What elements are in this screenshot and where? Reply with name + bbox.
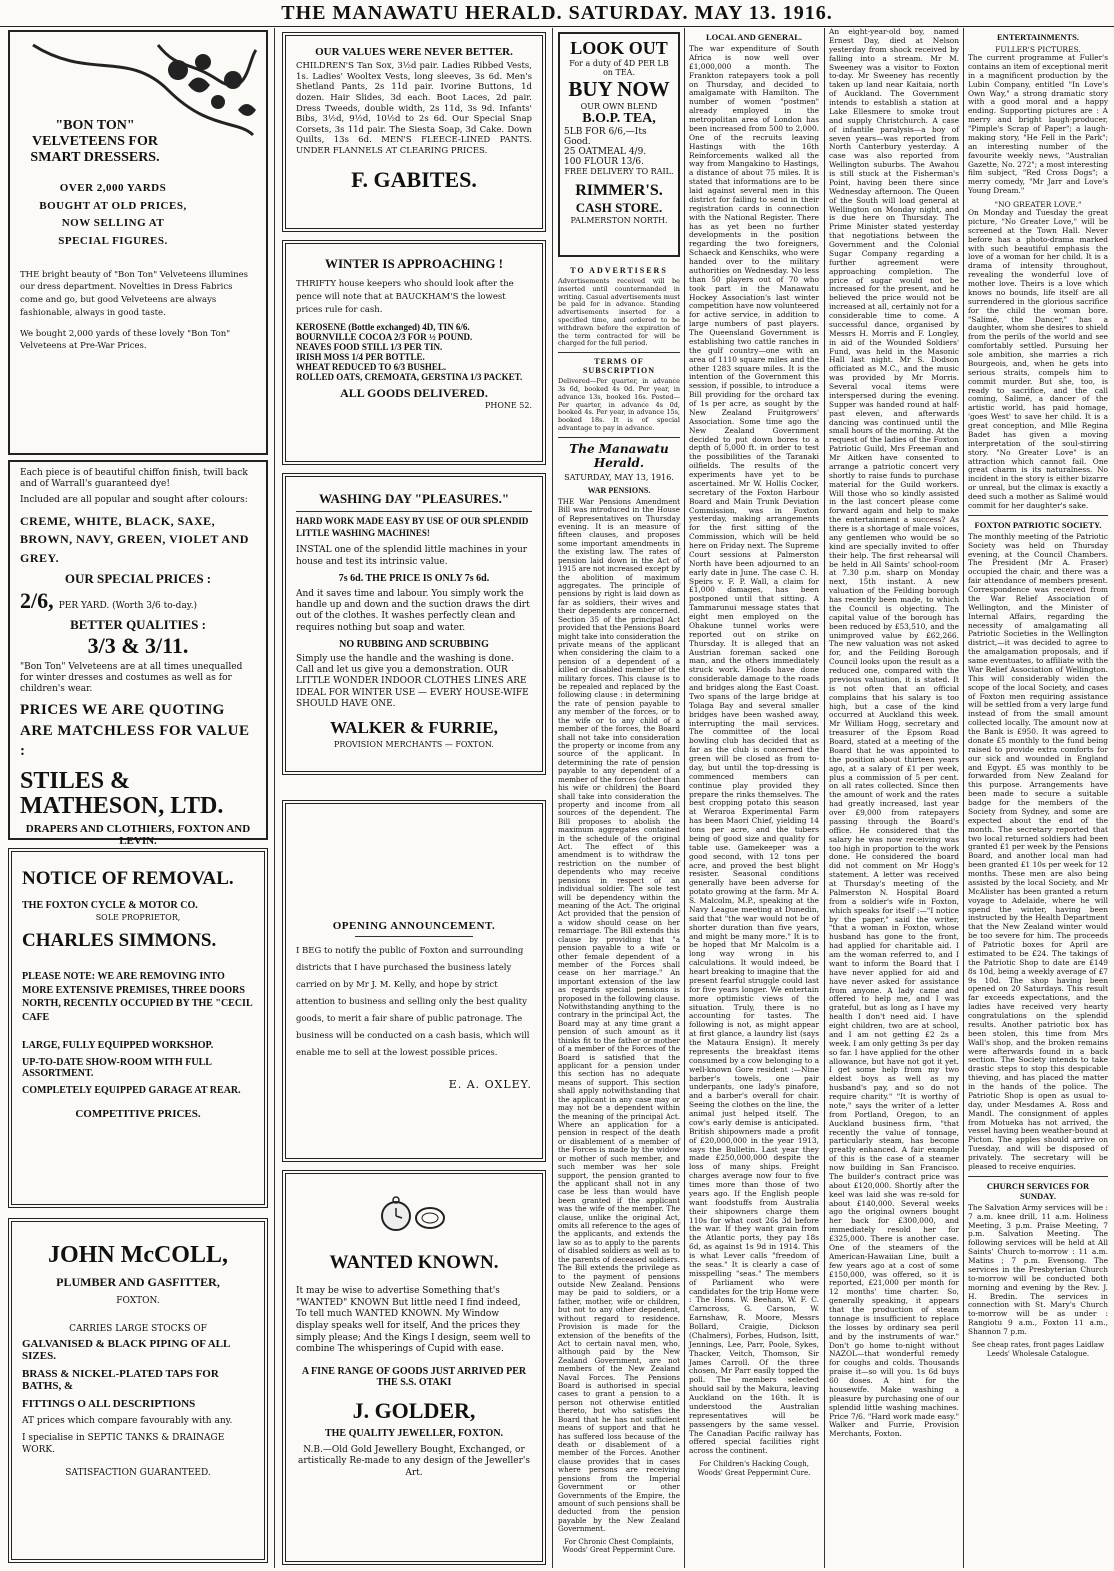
- stiles-special-label: OUR SPECIAL PRICES :: [64, 570, 212, 586]
- stiles-price-1-note: PER YARD. (Worth 3/6 to-day.): [58, 600, 198, 611]
- vine-ornament-icon: [28, 40, 258, 140]
- war-pensions-head: WAR PENSIONS.: [587, 485, 651, 495]
- winter-line-4: IRISH MOSS 1/4 PER BOTTLE.: [296, 352, 425, 363]
- washing-subtitle: HARD WORK MADE EASY BY USE OF OUR SPLENDID LITTLE WASHING MACHINES!: [296, 516, 529, 538]
- entertainments-head: ENTERTAINMENTS.: [997, 32, 1079, 42]
- stiles-price-2: 3/3 & 3/11.: [87, 632, 189, 658]
- removal-line-3: COMPLETELY EQUIPPED GARAGE AT REAR.: [22, 1085, 241, 1096]
- gabites-advert: [282, 32, 546, 232]
- advertisers-body: Advertisements received will be inserted until countermanded in writing. Casual advertisements must be paid for in advance. Standing advertisements inserted for a specified time, and ordered to be withdrawn before the expiration of the term contracted for will be charged for the full period.: [558, 277, 680, 348]
- advertisers-title: TO ADVERTISERS: [570, 266, 668, 275]
- stiles-quoting: PRICES WE ARE QUOTING ARE MATCHLESS FOR VALUE :: [20, 702, 250, 759]
- mccoll-line-7: SATISFACTION GUARANTEED.: [65, 1467, 211, 1478]
- rimmer-look-out: LOOK OUT: [570, 38, 668, 58]
- stiles-intro: Each piece is of beautiful chiffon finish, twill back and of Warrall's guaranteed dye!: [20, 468, 248, 490]
- bon-ton-advert: [8, 30, 268, 455]
- opening-sign: E. A. OXLEY.: [448, 1078, 532, 1091]
- col6-footer: See cheap rates, front pages Laidlaw Leeds' Wholesale Catalogue.: [971, 1340, 1104, 1358]
- gabites-body: CHILDREN'S Tan Sox, 3½d pair. Ladies Ribbed Vests, 1s. Ladies' Wooltex Vests, long sleeves, 3s 6d. Men's Shetland Pants, 2s 11d pair. Ivorine Buttons, 1d dozen. Hair Slides, 3d each. Boot Laces, 2d pair. Dress Tweeds, double width, 2s 11d, 3s 9d. Infants' Bibs, 3½d, 9½d, 10½d to 2s 6d. Our Special Snap Corsets, 3s 11d pair. The Siesta Soap, 3d Cake. Down Quilts, 13s 6d. MEN'S FLEECE-LINED PANTS. UNDER FLANNELS AT CLEARING PRICES.: [296, 61, 532, 156]
- rimmer-line-1: 5LB FOR 6/6,—Its Good.: [564, 127, 647, 147]
- mccoll-line-3: BRASS & NICKEL-PLATED TAPS FOR BATHS, &: [22, 1368, 219, 1392]
- rimmer-advert: [558, 32, 680, 257]
- john-mccoll-advert: [8, 1218, 268, 1563]
- divider: [558, 352, 680, 353]
- rimmer-free: FREE DELIVERY TO RAIL.: [564, 167, 674, 176]
- washing-body-1: INSTAL one of the splendid little machines in your house and test its intrinsic value.: [296, 545, 528, 567]
- patriotic-head: FOXTON PATRIOTIC SOCIETY.: [974, 519, 1102, 530]
- masthead: THE MANAWATU HERALD. SATURDAY. MAY 13. 1916.: [0, 0, 1114, 27]
- rimmer-town: PALMERSTON NORTH.: [570, 216, 668, 225]
- local-general-head: LOCAL AND GENERAL.: [705, 32, 803, 42]
- divider: [968, 515, 1108, 516]
- opening-title: OPENING ANNOUNCEMENT.: [332, 920, 496, 932]
- rimmer-duty: For a duty of 4D PER LB on TEA.: [569, 59, 669, 77]
- washing-no-rub: NO RUBBING AND SCRUBBING: [339, 638, 489, 650]
- church-head: CHURCH SERVICES FOR SUNDAY.: [986, 1180, 1090, 1201]
- winter-line-3: NEAVES FOOD STILL 1/3 PER TIN.: [296, 342, 443, 353]
- winter-title: WINTER IS APPROACHING !: [324, 256, 504, 271]
- bon-ton-body-2: We bought 2,000 yards of these lovely "Bon Ton" Velveteens at Pre-War Prices.: [20, 328, 231, 352]
- bon-ton-body: THE bright beauty of "Bon Ton" Velveteens illumines our dress department. Novelties in Dress Fabrics come and go, but good Velveteens are always fashionable, always in good taste.: [20, 269, 249, 318]
- news-column: [829, 28, 959, 1566]
- winter-line-2: BOURNVILLE COCOA 2/3 FOR ½ POUND.: [296, 332, 473, 343]
- golder-advert: [282, 1170, 546, 1565]
- rimmer-own: OUR OWN BLEND: [580, 102, 658, 111]
- washing-price: 7s 6d. THE PRICE IS ONLY 7s 6d.: [338, 572, 490, 584]
- local-general-column: [689, 28, 819, 1566]
- mccoll-line-4: FITTINGS O ALL DESCRIPTIONS: [22, 1398, 196, 1410]
- stiles-colours: CREME, WHITE, BLACK, SAXE, BROWN, NAVY, GREEN, VIOLET AND GREY.: [20, 513, 249, 565]
- golder-goods: A FINE RANGE OF GOODS JUST ARRIVED PER THE S.S. OTAKI: [301, 1366, 527, 1389]
- washing-trade: PROVISION MERCHANTS — FOXTON.: [334, 740, 494, 750]
- column-rule: [274, 28, 275, 1568]
- rimmer-line-3: 100 FLOUR 13/6.: [564, 157, 644, 167]
- subscription-title: TERMS OF SUBSCRIPTION: [582, 357, 655, 376]
- winter-line-1: KEROSENE (Bottle exchanged) 4D, TIN 6/6.: [296, 322, 470, 333]
- golder-title: WANTED KNOWN.: [329, 1252, 499, 1273]
- stiles-matheson-advert: [8, 460, 268, 848]
- rimmer-line-2: 25 OATMEAL 4/9.: [564, 147, 647, 157]
- no-greater-love-head: "NO GREATER LOVE.": [994, 200, 1082, 209]
- golder-verse: It may be wise to advertise Something that's "WANTED" KNOWN But little need I find indeed, To tell much WANTED KNOWN. My Window display speaks well for itself, And the prices they simply please; And the Kings I design, seem well to combine The whisperings of Cupid with ease.: [296, 1286, 531, 1355]
- divider: [968, 1176, 1108, 1177]
- removal-proprietor: CHARLES SIMMONS.: [22, 930, 217, 951]
- patriotic-body: The monthly meeting of the Patriotic Society was held on Thursday evening, at the Council Chambers. The President (Mr A. Fraser) occupied the chair, and there was a fair attendance of members present. Correspondence was received from the War Relief Association of Wellington, and the Minister of Internal Affairs, regarding the necessity of amalgamating all Patriotic Societies in the Wellington district,—it was decided to agree to the amalgamation proposals, and if same eventuates, to affiliate with the War Relief Association of Wellington. This will considerably widen the scope of the local Society, and cases of Foxton men requiring assistance will be settled from a very large fund instead of from the small amount collected locally. The amount now at the Bank is £950. It was agreed to donate £5 monthly to the fund being raised to provide extra comforts for our sick and wounded in England and Egypt. £5 was monthly to be forwarded from New Zealand for this purpose. Arrangements have been made to secure a suitable badge for the members of the Society from Sydney, and some are expected about the end of the month. The secretary reported that two local returned soldiers had been granted £1 per week by the Pensions Board, and another local man had been granted £1 10s per week for 12 months. These men are also being assisted by the local Society, and Mr McAlister has been granted a return voyage to Adelaide, where he will spend the winter, having been instructed by the Health Department that the New Zealand winter would be too severe for him. The proceeds of Patriotic boxes for April are estimated to be £24. The takings of the Patriotic Shop to date are £149 8s 10d, being a weekly average of £7 9s 10d. The shop having been opened on 20 Saturdays. This result far exceeds expectations, and the ladies have received very hearty congratulations on the splendid results. Another patriotic box has been stolen, this time from Mrs Wall's shop, and the broken remains were afterwards found in a back section. The Society intends to take drastic steps to stop this despicable thieving, and has placed the matter in the hands of the police. The Patriotic Shop is open as usual to-day, under Mesdames A. Ross and Mandl. The consignment of apples from Motueka has not arrived, the vessel having been weather-bound at Picton. The apples should arrive on Tuesday, and will be disposed of privately. The secretary will be pleased to receive enquiries.: [968, 531, 1108, 1171]
- washing-body-2: And it saves time and labour. You simply work the handle up and down and the suction draws the dirt out of the clothes. It washes perfectly clean and requires nothing but soap and water.: [296, 588, 530, 633]
- rimmer-tea: B.O.P. TEA,: [582, 111, 656, 126]
- stiles-note: "Bon Ton" Velveteens are at all times unequalled for winter dresses and costumes as well as for children's wear.: [20, 661, 243, 695]
- mccoll-name: JOHN McCOLL,: [48, 1242, 228, 1268]
- fullers-head: FULLER'S PICTURES.: [995, 45, 1081, 54]
- golder-trade: THE QUALITY JEWELLER, FOXTON.: [324, 1428, 504, 1440]
- entertainments-column: [968, 28, 1108, 1566]
- mccoll-town: FOXTON.: [116, 1296, 160, 1306]
- war-pensions-body: THE War Pensions Amendment Bill was introduced in the House of Representatives on Thursday evening. It is an measure of fifteen clauses, and proposes some important amendments in the existing law. The rates of pension laid down in the Act of 1915 are not increased except by the abolition of maximum aggregates. The principle of pensions by right is laid down as far as soldiers, their wives and their dependents are concerned. Section 35 of the principal Act provided that the Pensions Board might take into consideration the private means of the applicant when considering the claim to a pension of a dependent of a killed or disabled member of the military forces. This clause is to be repealed and replaced by the following clause : in determining the rate of pension payable to any member of the forces, or to the wife or to any child of a member of the forces, the Board shall not take into consideration the property or income from any source of the applicant. In determining the rate of pension payable to any dependent of a member of the forces (other than his wife or children) the Board shall take into consideration the property and income from all sources of the dependent. The Bill proposes to abolish the maximum aggregates contained in the schedule of the original Act. The effect of this amendment is to withdraw the restriction on the number of dependents who may receive pensions in respect of an individual soldier. The sole test will be dependency within the meaning of the Act. The original Act provided that the pension of a widow should cease on her remarriage. The Bill extends this clause by providing that "a pension payable to a wife or other female dependent of a member of the Forces shall cease on her marriage." An important extension of the law as regards special pensions is proposed in the following clause. Notwithstanding anything to the contrary in the principal Act, the Board may at any time grant a pension of such amount as it thinks fit to the father or mother of a member of the Forces of the Board is satisfied that the applicant for a pension under this section has no adequate means of support. This section shall apply notwithstanding that the applicant in any case may or may not be a dependent within the meaning of the principal Act. Where an application for a pension in respect of the death or disablement of a member of the Forces is made by the widow or mother of such member, and such member was her sole support, the pension granted to the applicant shall not in any case be less than would have been granted if the applicant was the wife of the member. The clause, unlike the original Act, omits all reference to the ages of the applicants, and extends the law so as to apply to the parents of disabled soldiers as well as to the parents of deceased soldiers. The Bill extends the privilege as to the payment of pensions outside New Zealand. Pensions may be paid to soldiers, or a father, mother, wife or children, but not to any other dependent, without regard to residence. Provision is made for the extension of the benefits of the Act to certain naval men, who, although paid by the New Zealand Government, are not members of the New Zealand Naval Forces. The Pensions Board is authorised in special cases to grant a pension to a person not otherwise entitled thereto, but who satisfies the Board that he has not sufficient means of support and that he has suffered loss because of the death or disablement of a member of the Forces. Another clause provides that in cases where persons are receiving pensions from the Imperial Government or other Governments of the Empire, the amount of such pensions shall be deducted from the pension payable by the New Zealand Government.: [558, 496, 680, 1534]
- mccoll-line-1: CARRIES LARGE STOCKS OF: [69, 1324, 207, 1334]
- winter-body: THRIFTY house keepers who should look after the pence will note that at BAUCKHAM'S the lowest prices rule for cash.: [296, 279, 514, 315]
- oxley-advert: [282, 800, 546, 1162]
- gabites-title: OUR VALUES WERE NEVER BETTER.: [315, 46, 513, 58]
- walker-furrie-advert: [282, 473, 546, 775]
- church-body: The Salvation Army services will be : 7 a.m. knee drill, 11 a.m. Holiness Meeting, 3 p.m. Praise Meeting, 7 p.m. Salvation Meeting. The following services will be held at All Saints' Church to-morrow : 11 a.m. Matins ; 7 p.m. Evensong. The services in the Presbyterian Church to-morrow will be conducted both morning and evening by the Rev. J. H. Bredin. The services in connection with St. Mary's Church to-morrow will be as under : Rangiotu 9 a.m., Foxton 11 a.m., Shannon 7 p.m.: [968, 1202, 1108, 1336]
- col3-footer: For Chronic Chest Complaints, Woods' Great Peppermint Cure.: [562, 1537, 676, 1555]
- news-body: An eight-year-old boy, named Ernest Day, died at Nelson yesterday from shock received by falling into a stream. Mr M. Sweeney was a visitor to Foxton to-day. Mr Sweeney has recently taken up land near Kaitaia, north of Auckland. The Government intends to establish a station at Lake Ellesmere to smoke trout and supply Christchurch. A case of infantile paralysis—a boy of seven years—was reported from North Canterbury yesterday. A case was also reported from Wellington suburbs. The Awahou is still stuck at the Fisherman's Point, having been there since Wednesday afternoon. The Queen of the South will load general at Wellington on Monday night, and is due here on Thursday. The Prime Minister stated yesterday that negotiations between the Government and the Colonial Sugar Company regarding a further agreement were approaching completion. The price of sugar would not be increased for the present, and he believed the price would not be increased at all, certainly not for a considerable time to come. A successful dance, organised by Messrs H. Morris and F. Longley, in aid of the Wounded Soldiers' Fund, was held in the Masonic Hall last night. Mr S. Dodson officiated as M.C., and the music was provided by Mr Morris. Several vocal items were interspersed during the evening. Supper was handed round at half-past eleven, and afterwards dancing was continued until the small hours of the morning. At the request of the ladies of the Foxton Patriotic Guild, Mrs Freeman and Mr Aitken have consented to arrange a patriotic concert very shortly to raise funds to purchase material for the Guild workers. Will those who so kindly assisted in the last concert please come forward again and help to make the entertainment a success? As there is a shortage of male voices, any gentlemen who would be so kind are specially invited to offer their help. The first rehearsal will be held in All Saints' school-room at 7.30 p.m. sharp on Monday next, 15th instant. A new valuation of the Feilding borough has recently been made, to which the Council is objecting. The capital value of the borough has been reduced by £53,510, and the unimproved value by £62,266. The new valuation was not asked for, and the Feilding Borough Council looks upon the result as a reduced one, compared with the previous valuation, it is stated. It is not often that an official complains that his salary is too high, but a case of the kind occurred at Auckland this week. Mr William Hogg, secretary and treasurer of the Epsom Road Board, stated at a meeting of the Board that he was appointed to the position about thirteen years ago, at a salary of £1 per week, plus a commission of 5 per cent. on all rates collected. Since then the amount of work and the rates had greatly increased, last year over £9,000 from ratepayers passing through the Board's office. He considered that the salary he was now receiving was too high in proportion to the work done. He considered the board did not comment on Mr Hogg's statement. A letter was received at Thursday's meeting of the Palmerston N. Hospital Board from a soldier's wife in Foxton, which speaks for itself :—"I notice by the paper," said the writer, "that a woman in Foxton, whose husband has gone to the front, had applied for charitable aid. I am the woman referred to, and I want to inform the Board that I have never applied for aid and have never asked for assistance from anyone. A lady came and offered to help me, and I was grateful, but as long as I have my health I don't need aid. I have eight children, two are at school, and I am not getting £2 2s a week. I am only getting 3s per day so far. I have applied for the other allowance, but have not got it yet. I get some help from my two eldest boys as well as my husband's pay, and so do not require charity." "It is worthy of note," says the writer of a letter from Portland, Oregon, to an Auckland business firm, "that recently the value of tonnage, particularly steam, has become greatly enhanced. A fair example of this is the case of a steamer now building in San Francisco. The builder's contract price was about £120,000. Shortly after the keel was laid she was re-sold for about £140,000. Several weeks ago the original owners bought her back for £300,000, and immediately resold her for £325,000. There is another case. One of the steamers of the American-Hawaiian Line, built a few years ago at a cost of some £150,000, was offered, so it is reported, £21,000 per month for 12 months' time charter. So, generally speaking, it appears that the production of steam tonnage is insufficient to replace the losses by ordinary sea peril and by the instruments of war." Don't go home to-night without NAZOL—that wonderful remedy for coughs and colds. Thousands praise it—so will you. 1s 6d buys 60 doses. A hint for the housewife. Make washing a pleasure by purchasing one of our splendid little washing machines. Price 7/6. "Hard work made easy." Walker and Furrie, Provision Merchants, Foxton.: [829, 27, 959, 1439]
- subscription-body: Delivered—Per quarter, in advance 3s 6d, booked 4s 0d. Per year, in advance 13s, booked 16s. Posted—Per quarter, in advance 4s 0d, booked 4s. Per year, in advance 15s, booked 18s. It is of special advantage to pay in advance.: [558, 377, 680, 432]
- winter-line-6: ROLLED OATS, CREMOATA, GERSTINA 1/3 PACKET.: [296, 372, 523, 383]
- rimmer-store: CASH STORE.: [575, 200, 663, 215]
- removal-title: NOTICE OF REMOVAL.: [22, 868, 234, 889]
- removal-company: THE FOXTON CYCLE & MOTOR CO.: [22, 900, 198, 911]
- washing-firm: WALKER & FURRIE,: [330, 718, 498, 738]
- mccoll-line-6: I specialise in SEPTIC TANKS & DRAINAGE WORK.: [22, 1433, 225, 1455]
- golder-name: J. GOLDER,: [352, 1398, 476, 1424]
- mccoll-trade: PLUMBER AND GASFITTER,: [56, 1275, 220, 1289]
- divider: [296, 511, 532, 512]
- stiles-colours-intro: Included are all popular and sought after colours:: [20, 494, 248, 505]
- mccoll-line-2: GALVANISED & BLACK PIPING OF ALL SIZES.: [22, 1338, 230, 1362]
- bauckham-advert: [282, 240, 546, 465]
- gabites-name: F. GABITES.: [351, 166, 477, 192]
- column-rule: [963, 28, 964, 1568]
- removal-proprietor-label: SOLE PROPRIETOR,: [95, 913, 181, 922]
- stiles-better-label: BETTER QUALITIES :: [70, 616, 206, 632]
- removal-line-4: COMPETITIVE PRICES.: [75, 1108, 201, 1120]
- winter-footer: ALL GOODS DELIVERED.: [340, 386, 488, 401]
- col4-footer: For Children's Hacking Cough, Woods' Great Peppermint Cure.: [697, 1460, 811, 1477]
- editorial-column: [558, 262, 680, 1567]
- divider: [558, 437, 680, 438]
- notice-of-removal-advert: [8, 848, 268, 1208]
- bon-ton-offer: OVER 2,000 YARDS BOUGHT AT OLD PRICES, NOW SELLING AT SPECIAL FIGURES.: [39, 182, 187, 248]
- removal-line-1: LARGE, FULLY EQUIPPED WORKSHOP.: [22, 1040, 214, 1051]
- washing-body-3: Simply use the handle and the washing is done. Call and let us give you a demonstration. OUR LITTLE WONDER INDOOR CLOTHES LINES ARE IDEAL FOR WINTER USE — EVERY HOUSE-WIFE SHOULD HAVE ONE.: [296, 653, 529, 709]
- stiles-firm-name: STILES & MATHESON, LTD.: [20, 768, 224, 820]
- stiles-price-1: 2/6,: [20, 587, 54, 613]
- removal-line-2: UP-TO-DATE SHOW-ROOM WITH FULL ASSORTMENT.: [22, 1057, 212, 1079]
- divider: [355, 936, 473, 937]
- winter-phone: PHONE 52.: [484, 401, 532, 411]
- rimmer-buy-now: BUY NOW: [568, 77, 670, 101]
- no-greater-love-body: On Monday and Tuesday the great picture, "No Greater Love," will be screened at the Town Hall. Never before has a photo-drama marked with such beautiful emphasis the love of a woman for her child. It is a drama of intensity throughout, revealing the wonderful love of mother love. Theirs is a love which knows no bounds, life itself are all surrendered in the glorious sacrifice for the child the woman bore. "Salimé, the Dancer," has a daughter, whom she desires to shield from the perils of the world and see comfortably settled. Pursuing her sole ambition, she marries a rich Bourgeois, and, when he gets into serious straits, compels him to commit murder. But she, too, is ready to sacrifice, and the call coming, Salimé, a dancer of the artistic world, has paid homage, 'goes West' to save her child. It is a great conception, and Mlle Regina Badet has given a moving interpretation of the soul-stirring story. "No Greater Love" is an attraction which cannot fail. One great charm is its naturalness. No incident in the story is either bizarre or unreal, but the climax is exactly a deed such a mother as Salimé would commit for her daughter's sake.: [968, 208, 1108, 510]
- paper-name: The Manawatu Herald.: [569, 441, 669, 470]
- rimmer-name: RIMMER'S.: [575, 182, 663, 199]
- fullers-body: The current programme at Fuller's contains an item of exceptional merit in a magnificent production by the Lubin Company, entitled "In Love's Own Way," a strong dramatic story with a good moral and a happy ending. Supporting pictures are : A merry and bright laugh-producer, "Pimple's Scrap of Paper"; a laugh-making story, "He Fell in the Park"; an interesting number of the favourite weekly news, "Australian Gazette, No. 272"; a most interesting film subject, "Red Cross Dogs"; a merry comedy, "Mr Jarr and Love's Young Dream.": [968, 53, 1108, 196]
- column-rule: [552, 28, 553, 1568]
- bon-ton-title: "BON TON" VELVETEENS FOR SMART DRESSERS.: [30, 118, 160, 166]
- washing-title: WASHING DAY "PLEASURES.": [318, 491, 510, 506]
- column-rule: [684, 28, 685, 1568]
- column-rule: [824, 28, 825, 1568]
- removal-note: PLEASE NOTE: WE ARE REMOVING INTO MORE EXTENSIVE PREMISES, THREE DOORS NORTH, RECENTLY OCCUPIED BY THE "CECIL CAFE: [22, 971, 253, 1023]
- local-general-body: The war expenditure of South Africa is now well over £1,000,000 a month. The Frankton ratepayers took a poll on Thursday, and decided to amalgamate with Hamilton. The number of women "postmen" already employed in the metropolitan area of London has been increased from 500 to 2,000. One of the recruits leaving Hastings with the 16th Reinforcements walked all the way from Mangakino to Hastings, a distance of about 75 miles. It is stated that informations are to be laid against several men in this district for failing to send in their registration cards in connection with the National Register. There has as yet been no further developments in the position regarding the two foreigners, Schaeck and Kenschiks, who were handed over to the military authorities on Wednesday. No less than 50 players out of 70 who took part in the Manawatu Hockey Association's last winter competition have now volunteered for active service, in addition to large numbers of past players. The Queensland Government is establishing two cattle ranches in the gulf country—one with an area of 1110 square miles and the other 1283 square miles. It is the intention of the Government this session, if possible, to introduce a Bill providing for the orchard tax of 1s per acre, as sought by the New Zealand Fruitgrowers' Association. Some time ago the New Zealand Government decided to put down bores to a depth of 5,000 ft. in order to test the possibilities of the Taranaki oilfields. The results of the experiments have yet to be ascertained. Mr W. Hollis Cocker, secretary of the Foxton Harbour Board and Main Trunk Deviation Commission, was in Foxton yesterday, making arrangements for the first sitting of the Commission, which will be held here on Friday next. The Supreme Court sessions at Palmerston North have been adjourned to an early date in June. The case C. H. Speirs v. F. P. Wall, a claim for £1,000 damages, has been postponed until that sitting. A Tammarunui message states that eight men employed on the Ohakune tunnel works were reported out on strike on Thursday. It is alleged that an Austrian foreman sacked one man, and the others immediately struck work. Floods have done considerable damage to the roads and bridges along the East Coast. Two spans of the large bridge at Tolaga Bay and several smaller bridges have been washed away, interrupting the mail services. The committee of the local bowling club has decided that as far as the club is concerned the green will be closed as from to-day, but until the top-dressing is commenced members can continue play provided they prepare the rinks themselves. The best cropping potato this season at Weraroa Experimental Farm has been Maori Chief, yielding 14 tons per acre, and the tubers being of good size and quality for table use. Gamekeeper was a good second, with 12 tons per acre, and proved the best blight resister. Seasonal conditions generally have been adverse for potato growing at the farm. Mr A. S. Malcolm, M.P., speaking at the Navy League meeting at Dunedin, said that "the war would not be of shorter duration than five years, and might be many more." It is to be hoped that Mr Malcolm is a long way wrong in his calculations. It would indeed, be heart breaking to imagine that the present fearful struggle could last for five years longer. We entertain more optimistic views of the situation. Truly, there is no accounting for tastes. The following is not, as might appear at first glance, a laundry list (says the Mataura Ensign). It merely represents the breakfast items consumed by a cow belonging to a well-known Gore resident :—Nine barber's towels, one pair underpants, one lady's pinafore, and a barber's overall for chair. Seeing the clothes on the line, the animal just helped itself. The cow's early demise is anticipated. British shipowners made a profit of £20,000,000 in the year 1913, says the Bulletin. Last year they made £250,000,000 despite the loss of many ships. Freight charges average now four to five times more than those of two years ago. If the English people want foodstuffs from Australia their shipowners charge them 110s for what cost 26s 3d before the war. If they want grain from the Atlantic ports, they pay 18s 6d, as against 1s 9d in 1914. This is what Lever calls "freedom of the seas." It is clearly a case of misspelling "seas." The members of Parliament who were candidates for the trip Home were : The Hons. W. Beehan, W. F. C. Carncross, G. Carson, W. Earnshaw, R. Moore, Messrs Bollard, Craigie, Dickson (Chalmers), Forbes, Hudson, Isitt, Jennings, Lee, Parr, Poole, Sykes, Thacker, Veitch, Thomson, Sir James Carroll. Of the three chosen, Mr Parr easily topped the poll. The members selected should sail by the Makura, leaving Auckland on the 16th. It is understood the Australian representatives will be passengers by the same vessel. The Canadian Pacific railway has offered special facilities right across the continent.: [689, 44, 819, 1456]
- opening-body: I BEG to notify the public of Foxton and surrounding districts that I have purchased the business lately carried on by Mr J. M. Kelly, and hope by strict attention to business and selling only the best quality goods, to merit a fair share of public patronage. The business will be conducted on a cash basis, which will enable me to sell at the lowest possible prices.: [296, 946, 530, 1058]
- stiles-trade: DRAPERS AND CLOTHIERS, FOXTON AND LEVIN.: [25, 823, 251, 848]
- winter-line-5: WHEAT REDUCED TO 6/3 BUSHEL.: [296, 362, 447, 373]
- paper-date: SATURDAY, MAY 13, 1916.: [564, 472, 674, 482]
- mccoll-line-5: AT prices which compare favourably with any.: [22, 1416, 233, 1426]
- jewellery-watch-icon: [374, 1188, 454, 1238]
- golder-note: N.B.—Old Gold Jewellery Bought, Exchanged, or artistically Re-made to any design of the Jeweller's Art.: [297, 1445, 531, 1478]
